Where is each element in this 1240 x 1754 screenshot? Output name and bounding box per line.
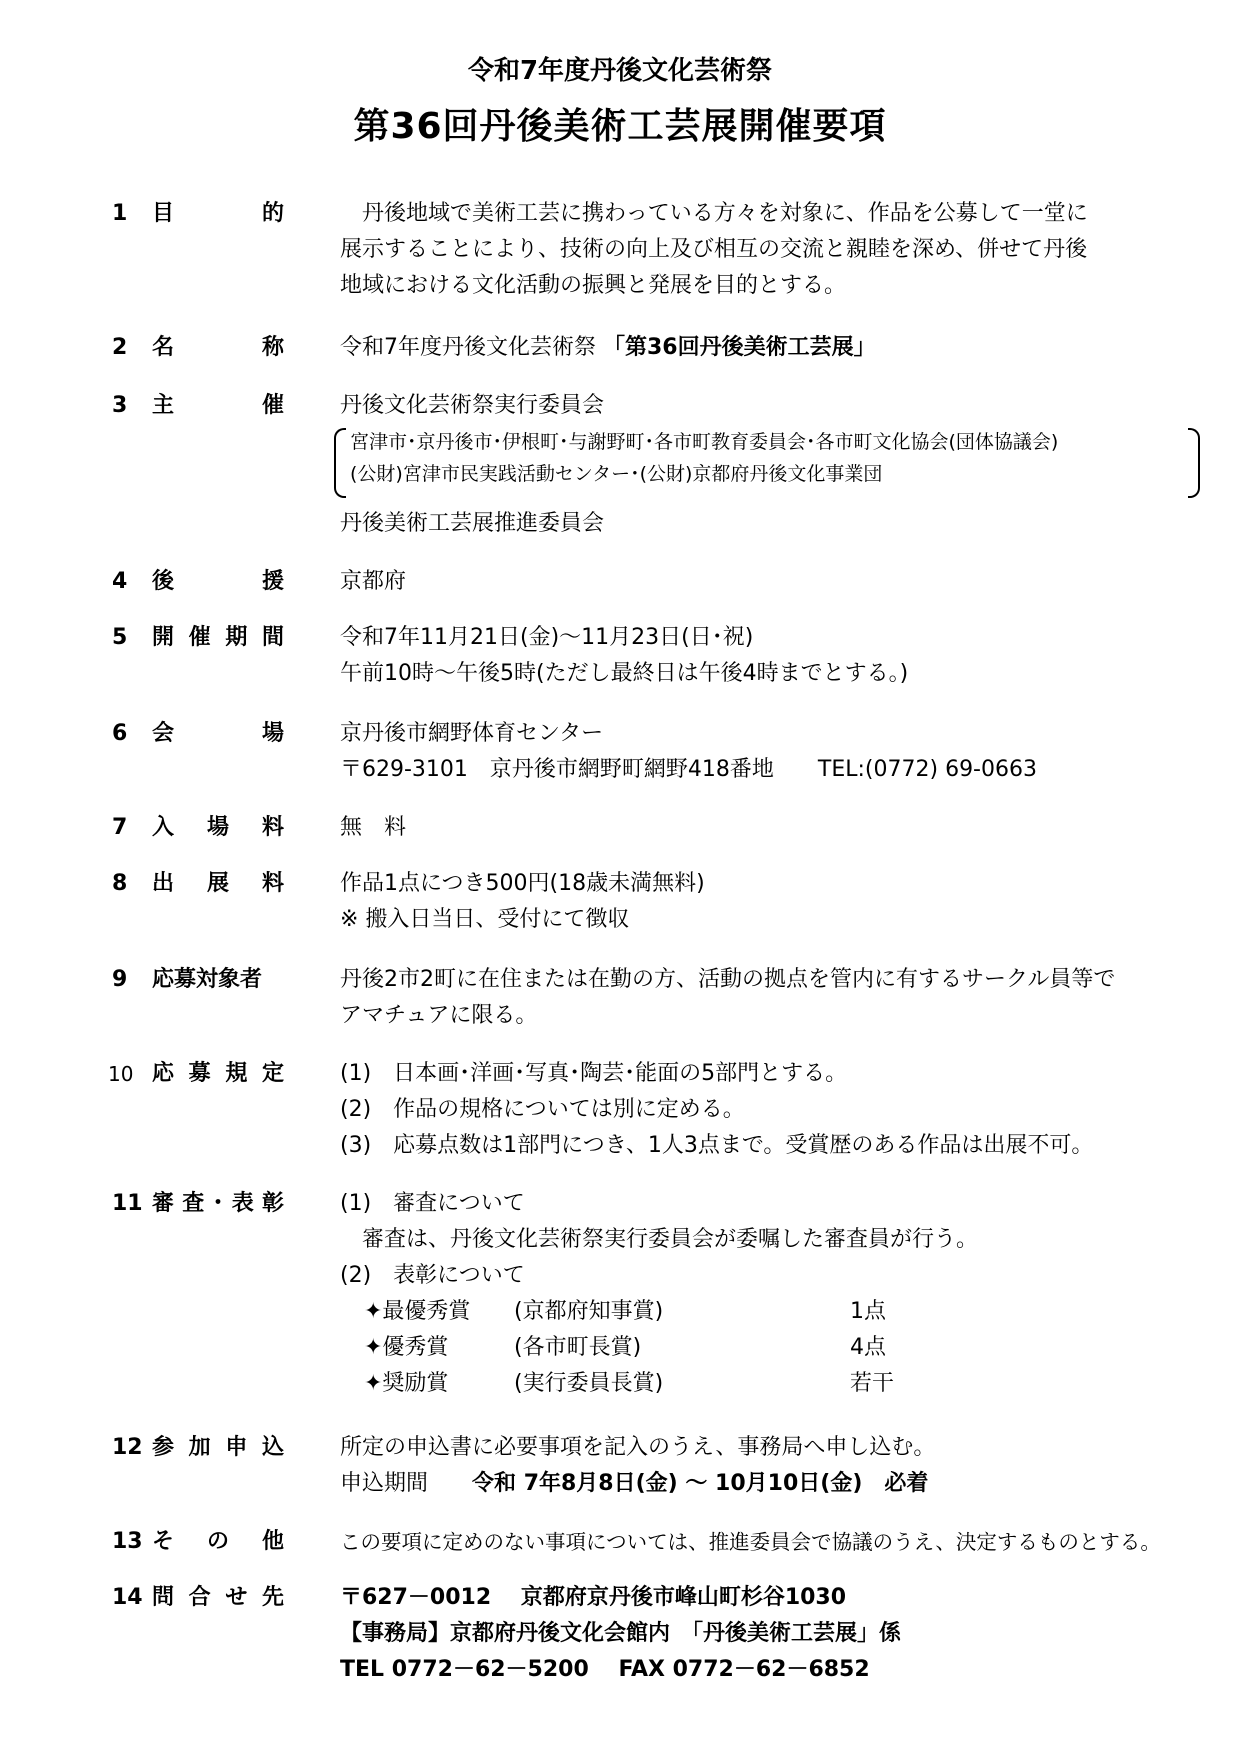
organizer-main: 丹後文化芸術祭実行委員会 <box>340 393 605 418</box>
rule-item: (3) 応募点数は1部門につき、1人3点まで。受賞歴のある作品は出展不可。 <box>340 1133 1094 1158</box>
organizer-members: (公財)宮津市民実践活動センター･(公財)京都府丹後文化事業団 <box>350 463 883 485</box>
section-number: 6 <box>112 721 128 746</box>
document-subtitle: 令和7年度丹後文化芸術祭 <box>467 56 773 86</box>
section-label: 問 合 せ 先 <box>152 1585 284 1610</box>
award-row <box>340 1330 1200 1366</box>
judging-text: 審査は、丹後文化芸術祭実行委員会が委嘱した審査員が行う。 <box>362 1227 979 1252</box>
section-number: 8 <box>112 871 128 896</box>
document-title: 第36回丹後美術工芸展開催要項 <box>353 106 887 147</box>
section-label: 目 的 <box>152 201 284 226</box>
award-by: (京都府知事賞) <box>514 1299 664 1324</box>
other-text: この要項に定めのない事項については、推進委員会で協議のうえ、決定するものとする。 <box>340 1530 1161 1554</box>
section-label: 会 場 <box>152 721 284 746</box>
event-name: 令和7年度丹後文化芸術祭 <box>340 335 596 360</box>
eligibility-line: 丹後2市2町に在住または在勤の方、活動の拠点を管内に有するサークル員等で <box>340 967 1116 992</box>
section-label: 名 称 <box>152 335 284 360</box>
section-number: 7 <box>112 815 128 840</box>
award-count: 4点 <box>850 1335 886 1360</box>
contact-phone-fax: TEL 0772－62－5200 FAX 0772－62－6852 <box>340 1657 870 1682</box>
rule-item: (1) 日本画･洋画･写真･陶芸･能面の5部門とする。 <box>340 1061 848 1086</box>
section-number: 14 <box>112 1585 143 1610</box>
section-number: 10 <box>108 1062 134 1086</box>
award-row <box>340 1294 1200 1330</box>
section-number: 9 <box>112 967 128 992</box>
award-by: (各市町長賞) <box>514 1335 642 1360</box>
section-number: 4 <box>112 569 128 594</box>
contact-office: 【事務局】京都府丹後文化会館内 「丹後美術工芸展」係 <box>340 1621 902 1646</box>
organizer-committee: 丹後美術工芸展推進委員会 <box>340 511 605 536</box>
contact-address: 〒627－0012 京都府京丹後市峰山町杉谷1030 <box>340 1585 847 1610</box>
awards-heading: (2) 表彰について <box>340 1263 525 1288</box>
purpose-line: 丹後地域で美術工芸に携わっている方々を対象に、作品を公募して一堂に <box>362 201 1088 226</box>
section-label: 参 加 申 込 <box>152 1435 284 1460</box>
rule-item: (2) 作品の規格については別に定める。 <box>340 1097 745 1122</box>
section-label: 審 査 ･ 表 彰 <box>152 1191 284 1216</box>
section-label: 入 場 料 <box>152 815 284 840</box>
supporter: 京都府 <box>340 569 407 594</box>
section-number: 3 <box>112 393 128 418</box>
section-label: 応募対象者 <box>152 967 263 992</box>
period-dates: 令和7年11月21日(金)～11月23日(日･祝) <box>340 625 754 650</box>
award-name: ✦最優秀賞 <box>364 1299 471 1324</box>
award-count: 若干 <box>850 1371 895 1396</box>
section-label: 出 展 料 <box>152 871 284 896</box>
award-count: 1点 <box>850 1299 886 1324</box>
venue-name: 京丹後市網野体育センター <box>340 721 604 746</box>
admission-fee: 無 料 <box>340 815 407 840</box>
section-number: 13 <box>112 1529 143 1554</box>
section-label: 主 催 <box>152 393 284 418</box>
section-label: 応 募 規 定 <box>152 1061 284 1086</box>
exhibition-name: 「第36回丹後美術工芸展」 <box>603 335 876 360</box>
eligibility-line: アマチュアに限る。 <box>340 1003 538 1028</box>
section-number: 1 <box>112 201 128 226</box>
section-label: そ の 他 <box>152 1529 284 1554</box>
section-number: 5 <box>112 625 128 650</box>
section-label: 後 援 <box>152 569 284 594</box>
award-row <box>340 1366 1200 1402</box>
application-period-label: 申込期間 <box>340 1471 429 1496</box>
section-label: 開 催 期 間 <box>152 625 284 650</box>
section-number: 2 <box>112 335 128 360</box>
application-period: 令和 7年8月8日(金) ～ 10月10日(金) 必着 <box>472 1471 929 1496</box>
award-by: (実行委員長賞) <box>514 1371 664 1396</box>
purpose-line: 地域における文化活動の振興と発展を目的とする。 <box>340 273 847 298</box>
purpose-line: 展示することにより、技術の向上及び相互の交流と親睦を深め、併せて丹後 <box>340 237 1088 262</box>
entry-fee-note: ※ 搬入日当日、受付にて徴収 <box>340 907 630 932</box>
award-name: ✦奨励賞 <box>364 1371 449 1396</box>
application-text: 所定の申込書に必要事項を記入のうえ、事務局へ申し込む。 <box>340 1435 936 1460</box>
section-number: 11 <box>112 1191 143 1216</box>
venue-address: 〒629-3101 京丹後市網野町網野418番地 TEL:(0772) 69-0663 <box>340 757 1037 782</box>
entry-fee: 作品1点につき500円(18歳未満無料) <box>340 871 705 896</box>
organizer-members-bracket <box>340 426 1200 498</box>
organizer-members: 宮津市･京丹後市･伊根町･与謝野町･各市町教育委員会･各市町文化協会(団体協議会) <box>350 431 1059 453</box>
judging-heading: (1) 審査について <box>340 1191 525 1216</box>
period-hours: 午前10時～午後5時(ただし最終日は午後4時までとする。) <box>340 661 909 686</box>
award-name: ✦優秀賞 <box>364 1335 449 1360</box>
section-number: 12 <box>112 1435 143 1460</box>
